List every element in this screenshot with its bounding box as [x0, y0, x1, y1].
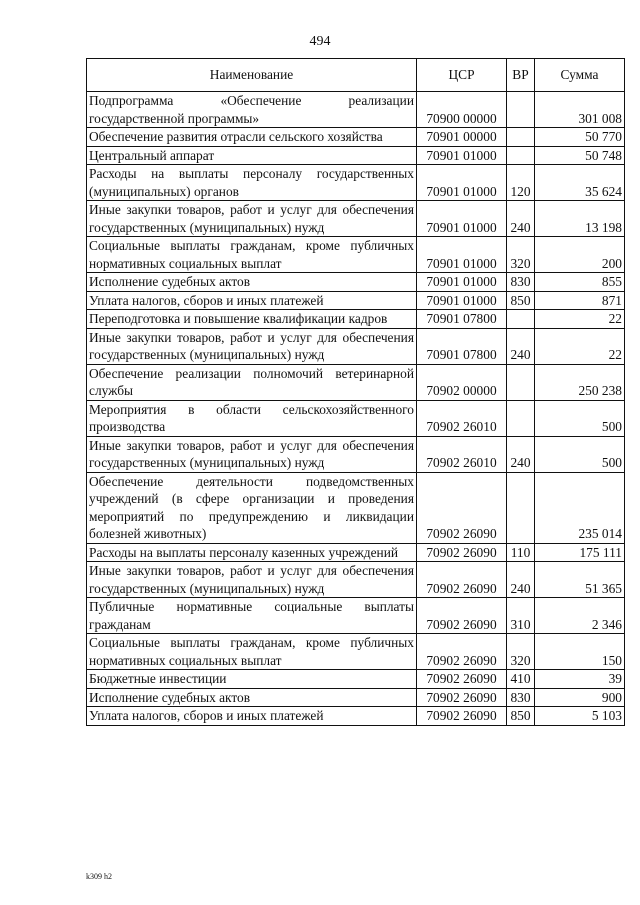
- table-row: [87, 707, 625, 726]
- cell-csr: 70902 26090: [417, 688, 507, 707]
- table-row: [87, 634, 625, 670]
- cell-vr: 310: [507, 598, 535, 634]
- table-row: [87, 310, 625, 329]
- cell-vr: [507, 364, 535, 400]
- cell-vr: 850: [507, 707, 535, 726]
- footer-code: k309 h2: [86, 872, 112, 881]
- cell-sum: 500: [535, 436, 625, 472]
- cell-name: Центральный аппарат: [87, 146, 417, 165]
- cell-name: Иные закупки товаров, работ и услуг для обеспечения государственных (муниципальных) нужд: [87, 328, 417, 364]
- cell-vr: 410: [507, 670, 535, 689]
- cell-name: Иные закупки товаров, работ и услуг для обеспечения государственных (муниципальных) нужд: [87, 201, 417, 237]
- cell-name: Иные закупки товаров, работ и услуг для обеспечения государственных (муниципальных) нужд: [87, 562, 417, 598]
- table-row: [87, 92, 625, 128]
- cell-name: Социальные выплаты гражданам, кроме публичных нормативных социальных выплат: [87, 634, 417, 670]
- cell-sum: 22: [535, 310, 625, 329]
- cell-name: Обеспечение деятельности подведомственных учреждений (в сфере организации и проведения мероприятий по предупреждению и ликвидации болезней животных): [87, 472, 417, 543]
- cell-csr: 70902 26090: [417, 670, 507, 689]
- table-row: [87, 146, 625, 165]
- table-row: [87, 670, 625, 689]
- cell-name: Иные закупки товаров, работ и услуг для обеспечения государственных (муниципальных) нужд: [87, 436, 417, 472]
- cell-vr: 110: [507, 543, 535, 562]
- cell-sum: 175 111: [535, 543, 625, 562]
- cell-vr: [507, 128, 535, 147]
- cell-vr: 240: [507, 328, 535, 364]
- cell-vr: 320: [507, 634, 535, 670]
- cell-vr: 830: [507, 688, 535, 707]
- table-row: [87, 165, 625, 201]
- table-row: [87, 328, 625, 364]
- cell-name: Подпрограмма «Обеспечение реализации государственной программы»: [87, 92, 417, 128]
- cell-vr: 320: [507, 237, 535, 273]
- table-row: [87, 237, 625, 273]
- cell-csr: 70902 26010: [417, 436, 507, 472]
- cell-csr: 70901 01000: [417, 291, 507, 310]
- cell-sum: 200: [535, 237, 625, 273]
- cell-vr: 240: [507, 562, 535, 598]
- cell-vr: [507, 146, 535, 165]
- cell-name: Расходы на выплаты персоналу государственных (муниципальных) органов: [87, 165, 417, 201]
- cell-csr: 70902 26090: [417, 707, 507, 726]
- header-vr: ВР: [507, 59, 535, 92]
- cell-sum: 900: [535, 688, 625, 707]
- cell-sum: 250 238: [535, 364, 625, 400]
- cell-csr: 70902 26090: [417, 562, 507, 598]
- table-row: [87, 364, 625, 400]
- cell-csr: 70902 00000: [417, 364, 507, 400]
- table-row: [87, 273, 625, 292]
- table-row: [87, 400, 625, 436]
- cell-csr: 70902 26010: [417, 400, 507, 436]
- cell-vr: [507, 472, 535, 543]
- cell-name: Бюджетные инвестиции: [87, 670, 417, 689]
- cell-name: Публичные нормативные социальные выплаты гражданам: [87, 598, 417, 634]
- cell-sum: 500: [535, 400, 625, 436]
- cell-name: Обеспечение развития отрасли сельского хозяйства: [87, 128, 417, 147]
- cell-csr: 70901 07800: [417, 310, 507, 329]
- cell-sum: 22: [535, 328, 625, 364]
- cell-sum: 2 346: [535, 598, 625, 634]
- cell-name: Уплата налогов, сборов и иных платежей: [87, 707, 417, 726]
- cell-name: Социальные выплаты гражданам, кроме публичных нормативных социальных выплат: [87, 237, 417, 273]
- cell-name: Обеспечение реализации полномочий ветеринарной службы: [87, 364, 417, 400]
- cell-csr: 70901 01000: [417, 165, 507, 201]
- cell-name: Уплата налогов, сборов и иных платежей: [87, 291, 417, 310]
- header-name: Наименование: [87, 59, 417, 92]
- table-row: [87, 543, 625, 562]
- cell-sum: 51 365: [535, 562, 625, 598]
- budget-table: [86, 58, 625, 726]
- cell-name: Переподготовка и повышение квалификации кадров: [87, 310, 417, 329]
- cell-vr: 240: [507, 436, 535, 472]
- table-row: [87, 128, 625, 147]
- table-row: [87, 598, 625, 634]
- cell-csr: 70901 01000: [417, 273, 507, 292]
- header-sum: Сумма: [535, 59, 625, 92]
- cell-sum: 150: [535, 634, 625, 670]
- cell-csr: 70902 26090: [417, 598, 507, 634]
- table-header-row: [87, 59, 625, 92]
- table-row: [87, 291, 625, 310]
- cell-vr: 120: [507, 165, 535, 201]
- cell-vr: [507, 310, 535, 329]
- cell-vr: [507, 92, 535, 128]
- cell-name: Исполнение судебных актов: [87, 273, 417, 292]
- table-row: [87, 436, 625, 472]
- cell-csr: 70902 26090: [417, 472, 507, 543]
- cell-sum: 235 014: [535, 472, 625, 543]
- cell-csr: 70902 26090: [417, 543, 507, 562]
- cell-csr: 70901 00000: [417, 128, 507, 147]
- cell-sum: 13 198: [535, 201, 625, 237]
- cell-name: Исполнение судебных актов: [87, 688, 417, 707]
- cell-sum: 301 008: [535, 92, 625, 128]
- table-row: [87, 472, 625, 543]
- cell-csr: 70902 26090: [417, 634, 507, 670]
- table-row: [87, 688, 625, 707]
- cell-sum: 855: [535, 273, 625, 292]
- table-row: [87, 201, 625, 237]
- table-body: [87, 92, 625, 726]
- cell-name: Расходы на выплаты персоналу казенных учреждений: [87, 543, 417, 562]
- cell-csr: 70901 07800: [417, 328, 507, 364]
- cell-name: Мероприятия в области сельскохозяйственного производства: [87, 400, 417, 436]
- cell-sum: 5 103: [535, 707, 625, 726]
- cell-sum: 50 770: [535, 128, 625, 147]
- page-number: 494: [309, 34, 331, 49]
- cell-vr: [507, 400, 535, 436]
- cell-sum: 871: [535, 291, 625, 310]
- cell-sum: 39: [535, 670, 625, 689]
- cell-csr: 70900 00000: [417, 92, 507, 128]
- header-csr: ЦСР: [417, 59, 507, 92]
- cell-vr: 830: [507, 273, 535, 292]
- cell-vr: 240: [507, 201, 535, 237]
- cell-csr: 70901 01000: [417, 146, 507, 165]
- cell-sum: 50 748: [535, 146, 625, 165]
- cell-vr: 850: [507, 291, 535, 310]
- cell-csr: 70901 01000: [417, 237, 507, 273]
- cell-sum: 35 624: [535, 165, 625, 201]
- cell-csr: 70901 01000: [417, 201, 507, 237]
- table-row: [87, 562, 625, 598]
